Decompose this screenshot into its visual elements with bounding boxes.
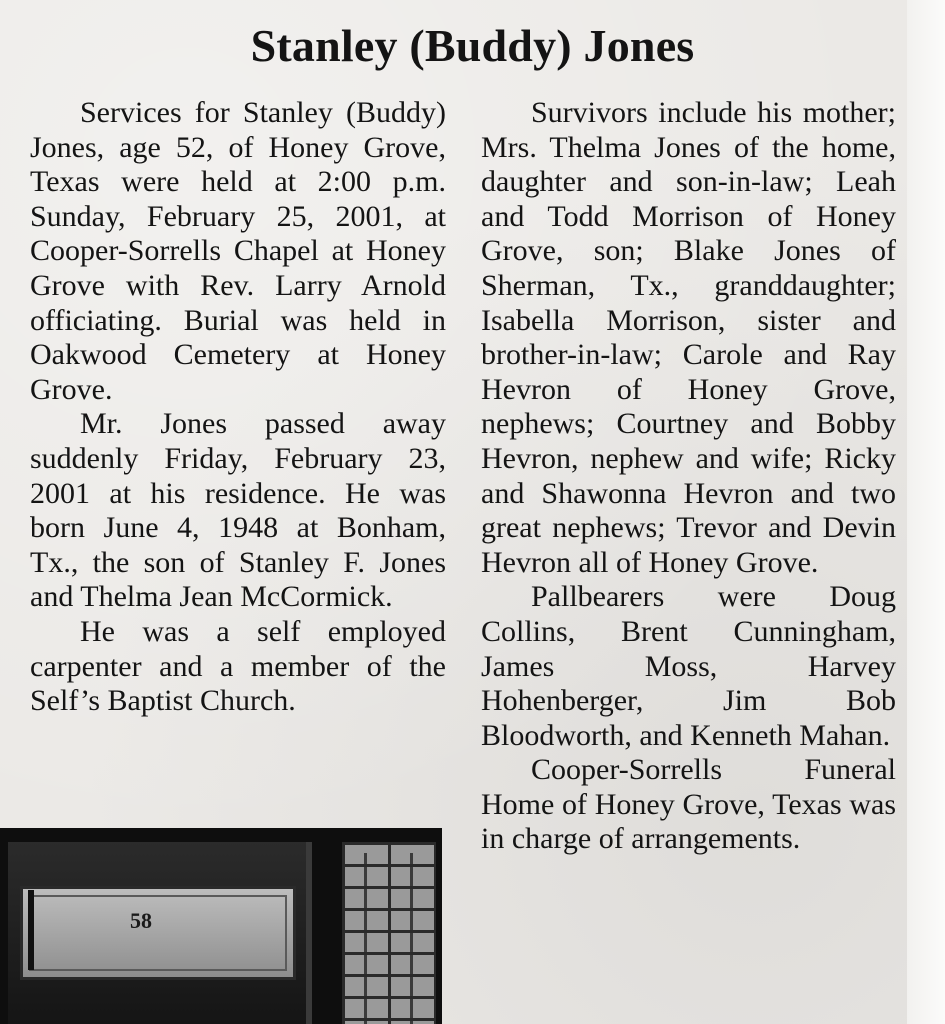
paragraph-occupation: He was a self employed carpenter and a member of the Self’s Baptist Church. <box>30 614 446 718</box>
door-frame <box>8 842 312 1024</box>
door-post <box>28 890 34 970</box>
left-column <box>30 96 446 719</box>
paragraph-services: Services for Stanley (Buddy) Jones, age 52, of Honey Grove, Texas were held at 2:00 p.m. Sunday, February 25, 2001, at Cooper-Sorrells Chapel at Honey Grove with Rev. Larry Arnold officiating. Burial was held in Oakwood Cemetery at Honey Grove. <box>30 96 446 406</box>
paragraph-pallbearers: Pallbearers were Doug Collins, Brent Cunningham, James Moss, Harvey Hohenberger, Jim Bob Bloodworth, and Kenneth Mahan. <box>481 580 896 752</box>
house-photo <box>0 828 442 1024</box>
right-column <box>481 96 896 857</box>
paragraph-death: Mr. Jones passed away suddenly Friday, February 23, 2001 at his residence. He was born June 4, 1948 at Bonham, Tx., the son of Stanley F. Jones and Thelma Jean McCormick. <box>30 407 446 614</box>
brick-offset-pattern <box>342 853 436 1024</box>
door-panel <box>20 886 296 980</box>
obituary-headline: Stanley (Buddy) Jones <box>250 20 695 71</box>
brick-wall <box>342 842 436 1024</box>
house-number: 58 <box>130 908 152 933</box>
paper-edge <box>907 0 945 1024</box>
paragraph-survivors: Survivors include his mother; Mrs. Thelma Jones of the home, daughter and son-in-law; Leah and Todd Morrison of Honey Grove, son; Blake Jones of Sherman, Tx., granddaughter; Isabella Morrison, sister and brother-in-law; Carole and Ray Hevron of Honey Grove, nephews; Courtney and Bobby Hevron, nephew and wife; Ricky and Shawonna Hevron and two great nephews; Trevor and Devin Hevron all of Honey Grove. <box>481 96 896 579</box>
paragraph-arrangements: Cooper-Sorrells Funeral Home of Honey Grove, Texas was in charge of arrangements. <box>481 753 896 856</box>
door-panel-inset <box>29 895 287 971</box>
